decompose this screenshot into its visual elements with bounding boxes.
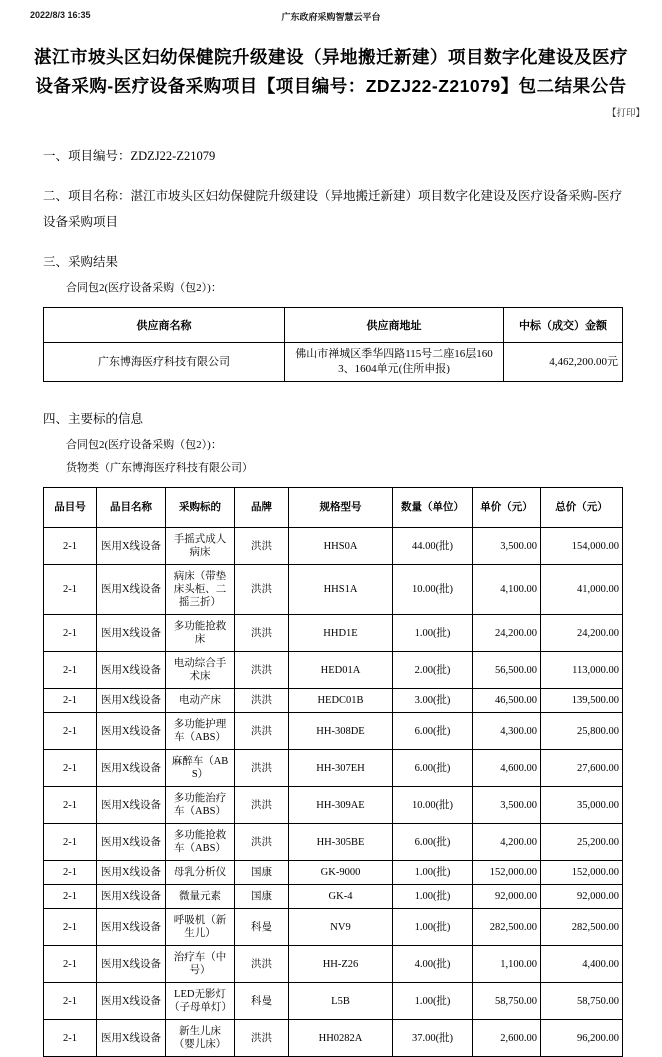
table-cell: 广东博海医疗科技有限公司 <box>44 343 285 382</box>
table-cell: 洪洪 <box>235 1020 289 1057</box>
table-cell: 麻醉车（ABS） <box>166 750 235 787</box>
table-cell: GK-9000 <box>289 861 393 885</box>
table-cell: 2-1 <box>44 787 97 824</box>
table-cell: 医用X线设备 <box>97 713 166 750</box>
table-cell: 96,200.00 <box>541 1020 623 1057</box>
table-cell: 手摇式成人病床 <box>166 528 235 565</box>
supplier-table-body <box>44 343 623 382</box>
table-row <box>44 824 623 861</box>
contract-package-line-subject: 合同包2(医疗设备采购（包2）)： <box>66 439 222 451</box>
table-cell: HEDC01B <box>289 689 393 713</box>
table-cell: 4,600.00 <box>473 750 541 787</box>
table-cell: 2,600.00 <box>473 1020 541 1057</box>
table-cell: 洪洪 <box>235 946 289 983</box>
table-cell: 2-1 <box>44 615 97 652</box>
table-cell: 医用X线设备 <box>97 861 166 885</box>
table-cell: 洪洪 <box>235 750 289 787</box>
table-cell: 国康 <box>235 885 289 909</box>
item-category-header: 品目名称 <box>97 488 166 528</box>
table-cell: 母乳分析仪 <box>166 861 235 885</box>
table-cell: 电动产床 <box>166 689 235 713</box>
table-cell: 24,200.00 <box>473 615 541 652</box>
contract-package-line-result: 合同包2(医疗设备采购（包2）)： <box>66 282 222 294</box>
table-cell: 2-1 <box>44 689 97 713</box>
table-cell: 多功能抢救床 <box>166 615 235 652</box>
table-cell: 新生儿床（婴儿床） <box>166 1020 235 1057</box>
table-cell: 3,500.00 <box>473 787 541 824</box>
table-cell: 微量元素 <box>166 885 235 909</box>
table-cell: HH-Z26 <box>289 946 393 983</box>
table-cell: L5B <box>289 983 393 1020</box>
table-row <box>44 652 623 689</box>
table-cell: 6.00(批) <box>393 824 473 861</box>
table-cell: 92,000.00 <box>473 885 541 909</box>
table-row <box>44 909 623 946</box>
table-cell: 2.00(批) <box>393 652 473 689</box>
section-heading-main-subject-info: 四、主要标的信息 <box>43 412 144 426</box>
award-amount-header: 中标（成交）金额 <box>504 308 623 343</box>
supplier-table <box>43 307 623 382</box>
table-cell: 2-1 <box>44 652 97 689</box>
table-cell: 46,500.00 <box>473 689 541 713</box>
table-cell: 病床（带垫床头柜、二摇三折） <box>166 565 235 615</box>
table-cell: 科曼 <box>235 983 289 1020</box>
table-cell: 2-1 <box>44 946 97 983</box>
table-cell: 27,600.00 <box>541 750 623 787</box>
table-cell: 洪洪 <box>235 528 289 565</box>
total-price-header: 总价（元） <box>541 488 623 528</box>
table-row <box>44 713 623 750</box>
table-cell: 25,200.00 <box>541 824 623 861</box>
spacer <box>0 382 662 392</box>
table-cell: 医用X线设备 <box>97 824 166 861</box>
table-cell: 1.00(批) <box>393 909 473 946</box>
table-cell: 154,000.00 <box>541 528 623 565</box>
table-cell: 1.00(批) <box>393 861 473 885</box>
table-row <box>44 1020 623 1057</box>
table-cell: 4,100.00 <box>473 565 541 615</box>
table-cell: 152,000.00 <box>541 861 623 885</box>
table-cell: LED无影灯（子母单灯） <box>166 983 235 1020</box>
table-cell: 4,400.00 <box>541 946 623 983</box>
table-cell: 4,300.00 <box>473 713 541 750</box>
table-cell: 3.00(批) <box>393 689 473 713</box>
table-row <box>44 787 623 824</box>
table-cell: 医用X线设备 <box>97 652 166 689</box>
goods-category-line: 货物类（广东博海医疗科技有限公司） <box>66 462 253 474</box>
table-cell: 洪洪 <box>235 689 289 713</box>
table-cell: 282,500.00 <box>541 909 623 946</box>
table-row <box>44 946 623 983</box>
page-title: 湛江市坡头区妇幼保健院升级建设（异地搬迁新建）项目数字化建设及医疗设备采购-医疗设备采购项目【项目编号：ZDZJ22-Z21079】包二结果公告 <box>34 47 628 96</box>
table-cell: 113,000.00 <box>541 652 623 689</box>
supplier-table-header-row <box>44 308 623 343</box>
table-cell: HH-309AE <box>289 787 393 824</box>
table-cell: NV9 <box>289 909 393 946</box>
table-cell: 医用X线设备 <box>97 1020 166 1057</box>
table-row <box>44 861 623 885</box>
table-cell: 282,500.00 <box>473 909 541 946</box>
table-cell: 6.00(批) <box>393 713 473 750</box>
table-cell: 医用X线设备 <box>97 750 166 787</box>
table-cell: 呼吸机（新生儿） <box>166 909 235 946</box>
table-cell: 洪洪 <box>235 565 289 615</box>
table-cell: 2-1 <box>44 983 97 1020</box>
table-cell: 国康 <box>235 861 289 885</box>
table-cell: 44.00(批) <box>393 528 473 565</box>
table-cell: 2-1 <box>44 824 97 861</box>
table-cell: 2-1 <box>44 861 97 885</box>
table-cell: 医用X线设备 <box>97 615 166 652</box>
table-cell: 10.00(批) <box>393 787 473 824</box>
table-cell: 2-1 <box>44 713 97 750</box>
table-cell: 医用X线设备 <box>97 909 166 946</box>
items-table <box>43 487 623 1057</box>
table-row <box>44 615 623 652</box>
table-cell: 2-1 <box>44 750 97 787</box>
table-cell: 治疗车（中号） <box>166 946 235 983</box>
table-cell: 洪洪 <box>235 652 289 689</box>
table-row <box>44 565 623 615</box>
table-cell: 37.00(批) <box>393 1020 473 1057</box>
table-row <box>44 885 623 909</box>
table-cell: 2-1 <box>44 528 97 565</box>
quantity-header: 数量（单位） <box>393 488 473 528</box>
table-cell: 4,200.00 <box>473 824 541 861</box>
table-cell: HH-305BE <box>289 824 393 861</box>
table-cell: 1.00(批) <box>393 615 473 652</box>
table-cell: 多功能护理车（ABS） <box>166 713 235 750</box>
table-cell: 2-1 <box>44 1020 97 1057</box>
table-cell: 1,100.00 <box>473 946 541 983</box>
table-cell: 2-1 <box>44 885 97 909</box>
table-cell: 139,500.00 <box>541 689 623 713</box>
table-cell: 2-1 <box>44 565 97 615</box>
site-name: 广东政府采购智慧云平台 <box>281 12 381 22</box>
table-cell: 1.00(批) <box>393 885 473 909</box>
table-cell: 10.00(批) <box>393 565 473 615</box>
print-timestamp: 2022/8/3 16:35 <box>30 10 91 20</box>
table-cell: 医用X线设备 <box>97 946 166 983</box>
section-heading-procurement-result: 三、采购结果 <box>43 255 119 269</box>
table-cell: 多功能抢救车（ABS） <box>166 824 235 861</box>
table-cell: 洪洪 <box>235 713 289 750</box>
print-row <box>0 105 645 119</box>
table-cell: 6.00(批) <box>393 750 473 787</box>
item-number-header: 品目号 <box>44 488 97 528</box>
table-cell: HH-308DE <box>289 713 393 750</box>
print-header <box>0 0 662 23</box>
table-cell: 41,000.00 <box>541 565 623 615</box>
table-cell: HHS1A <box>289 565 393 615</box>
table-cell: HED01A <box>289 652 393 689</box>
model-header: 规格型号 <box>289 488 393 528</box>
table-cell: 4,462,200.00元 <box>504 343 623 382</box>
table-cell: 洪洪 <box>235 824 289 861</box>
table-cell: 科曼 <box>235 909 289 946</box>
table-cell: 医用X线设备 <box>97 885 166 909</box>
items-table-header-row <box>44 488 623 528</box>
table-row <box>44 750 623 787</box>
section-heading-project-name: 二、项目名称：湛江市坡头区妇幼保健院升级建设（异地搬迁新建）项目数字化建设及医疗设备采购-医疗设备采购项目 <box>43 189 623 229</box>
table-cell: 58,750.00 <box>473 983 541 1020</box>
table-cell: 152,000.00 <box>473 861 541 885</box>
print-button[interactable]: 【打印】 <box>606 109 645 119</box>
table-cell: 佛山市禅城区季华四路115号二座16层1603、1604单元(住所申报) <box>285 343 504 382</box>
table-cell: 医用X线设备 <box>97 528 166 565</box>
items-table-body <box>44 528 623 1057</box>
procurement-subject-header: 采购标的 <box>166 488 235 528</box>
table-cell: 医用X线设备 <box>97 689 166 713</box>
table-cell: 1.00(批) <box>393 983 473 1020</box>
supplier-address-header: 供应商地址 <box>285 308 504 343</box>
table-row <box>44 528 623 565</box>
table-cell: 医用X线设备 <box>97 787 166 824</box>
table-cell: HH0282A <box>289 1020 393 1057</box>
table-row <box>44 343 623 382</box>
table-cell: 25,800.00 <box>541 713 623 750</box>
table-cell: 医用X线设备 <box>97 565 166 615</box>
brand-header: 品牌 <box>235 488 289 528</box>
unit-price-header: 单价（元） <box>473 488 541 528</box>
table-cell: 92,000.00 <box>541 885 623 909</box>
section-heading-project-number: 一、项目编号：ZDZJ22-Z21079 <box>43 149 216 163</box>
table-cell: 35,000.00 <box>541 787 623 824</box>
table-cell: 洪洪 <box>235 615 289 652</box>
table-row <box>44 983 623 1020</box>
table-cell: GK-4 <box>289 885 393 909</box>
table-cell: 2-1 <box>44 909 97 946</box>
table-cell: HHD1E <box>289 615 393 652</box>
table-cell: 3,500.00 <box>473 528 541 565</box>
table-cell: 电动综合手术床 <box>166 652 235 689</box>
table-row <box>44 689 623 713</box>
table-cell: 58,750.00 <box>541 983 623 1020</box>
table-cell: 多功能治疗车（ABS） <box>166 787 235 824</box>
table-cell: HH-307EH <box>289 750 393 787</box>
supplier-name-header: 供应商名称 <box>44 308 285 343</box>
table-cell: 4.00(批) <box>393 946 473 983</box>
table-cell: HHS0A <box>289 528 393 565</box>
table-cell: 医用X线设备 <box>97 983 166 1020</box>
table-cell: 56,500.00 <box>473 652 541 689</box>
table-cell: 24,200.00 <box>541 615 623 652</box>
table-cell: 洪洪 <box>235 787 289 824</box>
